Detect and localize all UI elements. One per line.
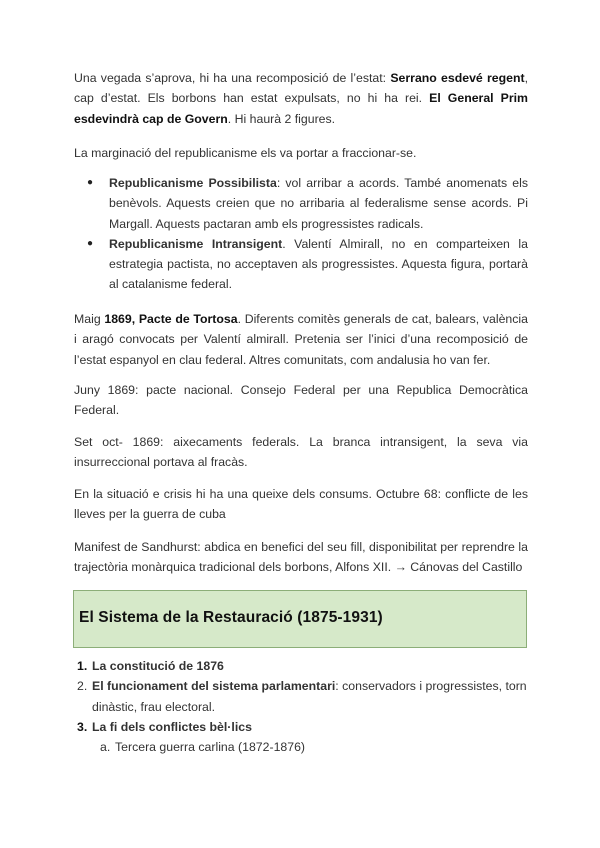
paragraph-juny-1869: Juny 1869: pacte nacional. Consejo Federal per una Republica Democràtica Federal.: [74, 383, 528, 418]
text-span: . Valentí Almirall, no en comparteixen la estrategia pactista, no acceptaven als progressistes. Aquesta figura, portarà al catalanisme federal.: [109, 236, 529, 292]
text-span: . Diferents comitès generals de cat, balears, valència i aragó convocats per Valentí almirall. Pretenia ser l’inici d’una recomposició de l’estat espanyol en clau federal. Altres comunitats, com andalusia ho van fer.: [74, 312, 528, 367]
bold-span: El funcionament del sistema parlamentari: [92, 679, 336, 694]
text-span: Maig: [74, 312, 105, 326]
paragraph-republicanism: La marginació del republicanisme els va portar a fraccionar-se.: [74, 146, 417, 160]
list-item: [74, 676, 528, 717]
bold-span: La fi dels conflictes bèl·lics: [92, 719, 252, 734]
bold-span: 1869, Pacte de Tortosa: [104, 312, 238, 326]
list-item: [74, 234, 528, 295]
list-item: [74, 173, 528, 234]
section-heading-box: [73, 590, 527, 648]
bullet-icon: ●: [87, 177, 94, 188]
list-item: [74, 737, 528, 757]
text-span: , cap d’estat. Els borbons han estat expulsats, no hi ha rei.: [74, 71, 528, 106]
bold-span: El General Prim esdevindrà cap de Govern: [74, 91, 528, 126]
text-span: . Hi haurà 2 figures.: [227, 111, 336, 126]
list-number: a.: [100, 740, 111, 755]
list-item: [74, 656, 528, 676]
list-number: 1.: [77, 659, 88, 673]
section-title: El Sistema de la Restauració (1875-1931): [79, 609, 383, 626]
list-number: 2.: [77, 679, 88, 694]
paragraph-regency: [74, 68, 528, 129]
outline-list: [74, 656, 528, 757]
paragraph-tortosa: [74, 309, 528, 370]
list-number: 3.: [77, 719, 88, 734]
text-span: : vol arribar a acords. També anomenats els benèvols. Aquests creien que no arribaria al federalisme sense acords. Pi Margall. Aquests pactaran amb els progressistes radicals.: [109, 176, 529, 231]
paragraph-crisis: En la situació e crisis hi ha una queixe dels consums. Octubre 68: conflicte de les lleves per la guerra de cuba: [74, 487, 528, 522]
paragraph-sandhurst: Manifest de Sandhurst: abdica en benefici del seu fill, disponibilitat per reprendre la trajectòria monàrquica tradicional dels borbons, Alfons XII. → Cánovas del Castillo: [74, 540, 528, 575]
bold-span: La constitució de 1876: [92, 659, 224, 673]
bold-span: Republicanisme Possibilista: [109, 176, 277, 190]
list-item: [74, 717, 528, 737]
bullet-list: [74, 173, 528, 295]
bold-span: Republicanisme Intransigent: [109, 236, 283, 251]
bold-span: Serrano esdevé regent: [390, 71, 525, 85]
bullet-icon: ●: [87, 237, 94, 249]
text-span: Tercera guerra carlina (1872-1876): [115, 740, 306, 755]
text-span: Una vegada s’aprova, hi ha una recomposició de l’estat:: [74, 71, 391, 85]
paragraph-set-oct-1869: Set oct- 1869: aixecaments federals. La branca intransigent, la seva via insurreccional portava al fracàs.: [74, 435, 528, 470]
text-span: : conservadors i progressistes, torn dinàstic, frau electoral.: [92, 679, 527, 714]
